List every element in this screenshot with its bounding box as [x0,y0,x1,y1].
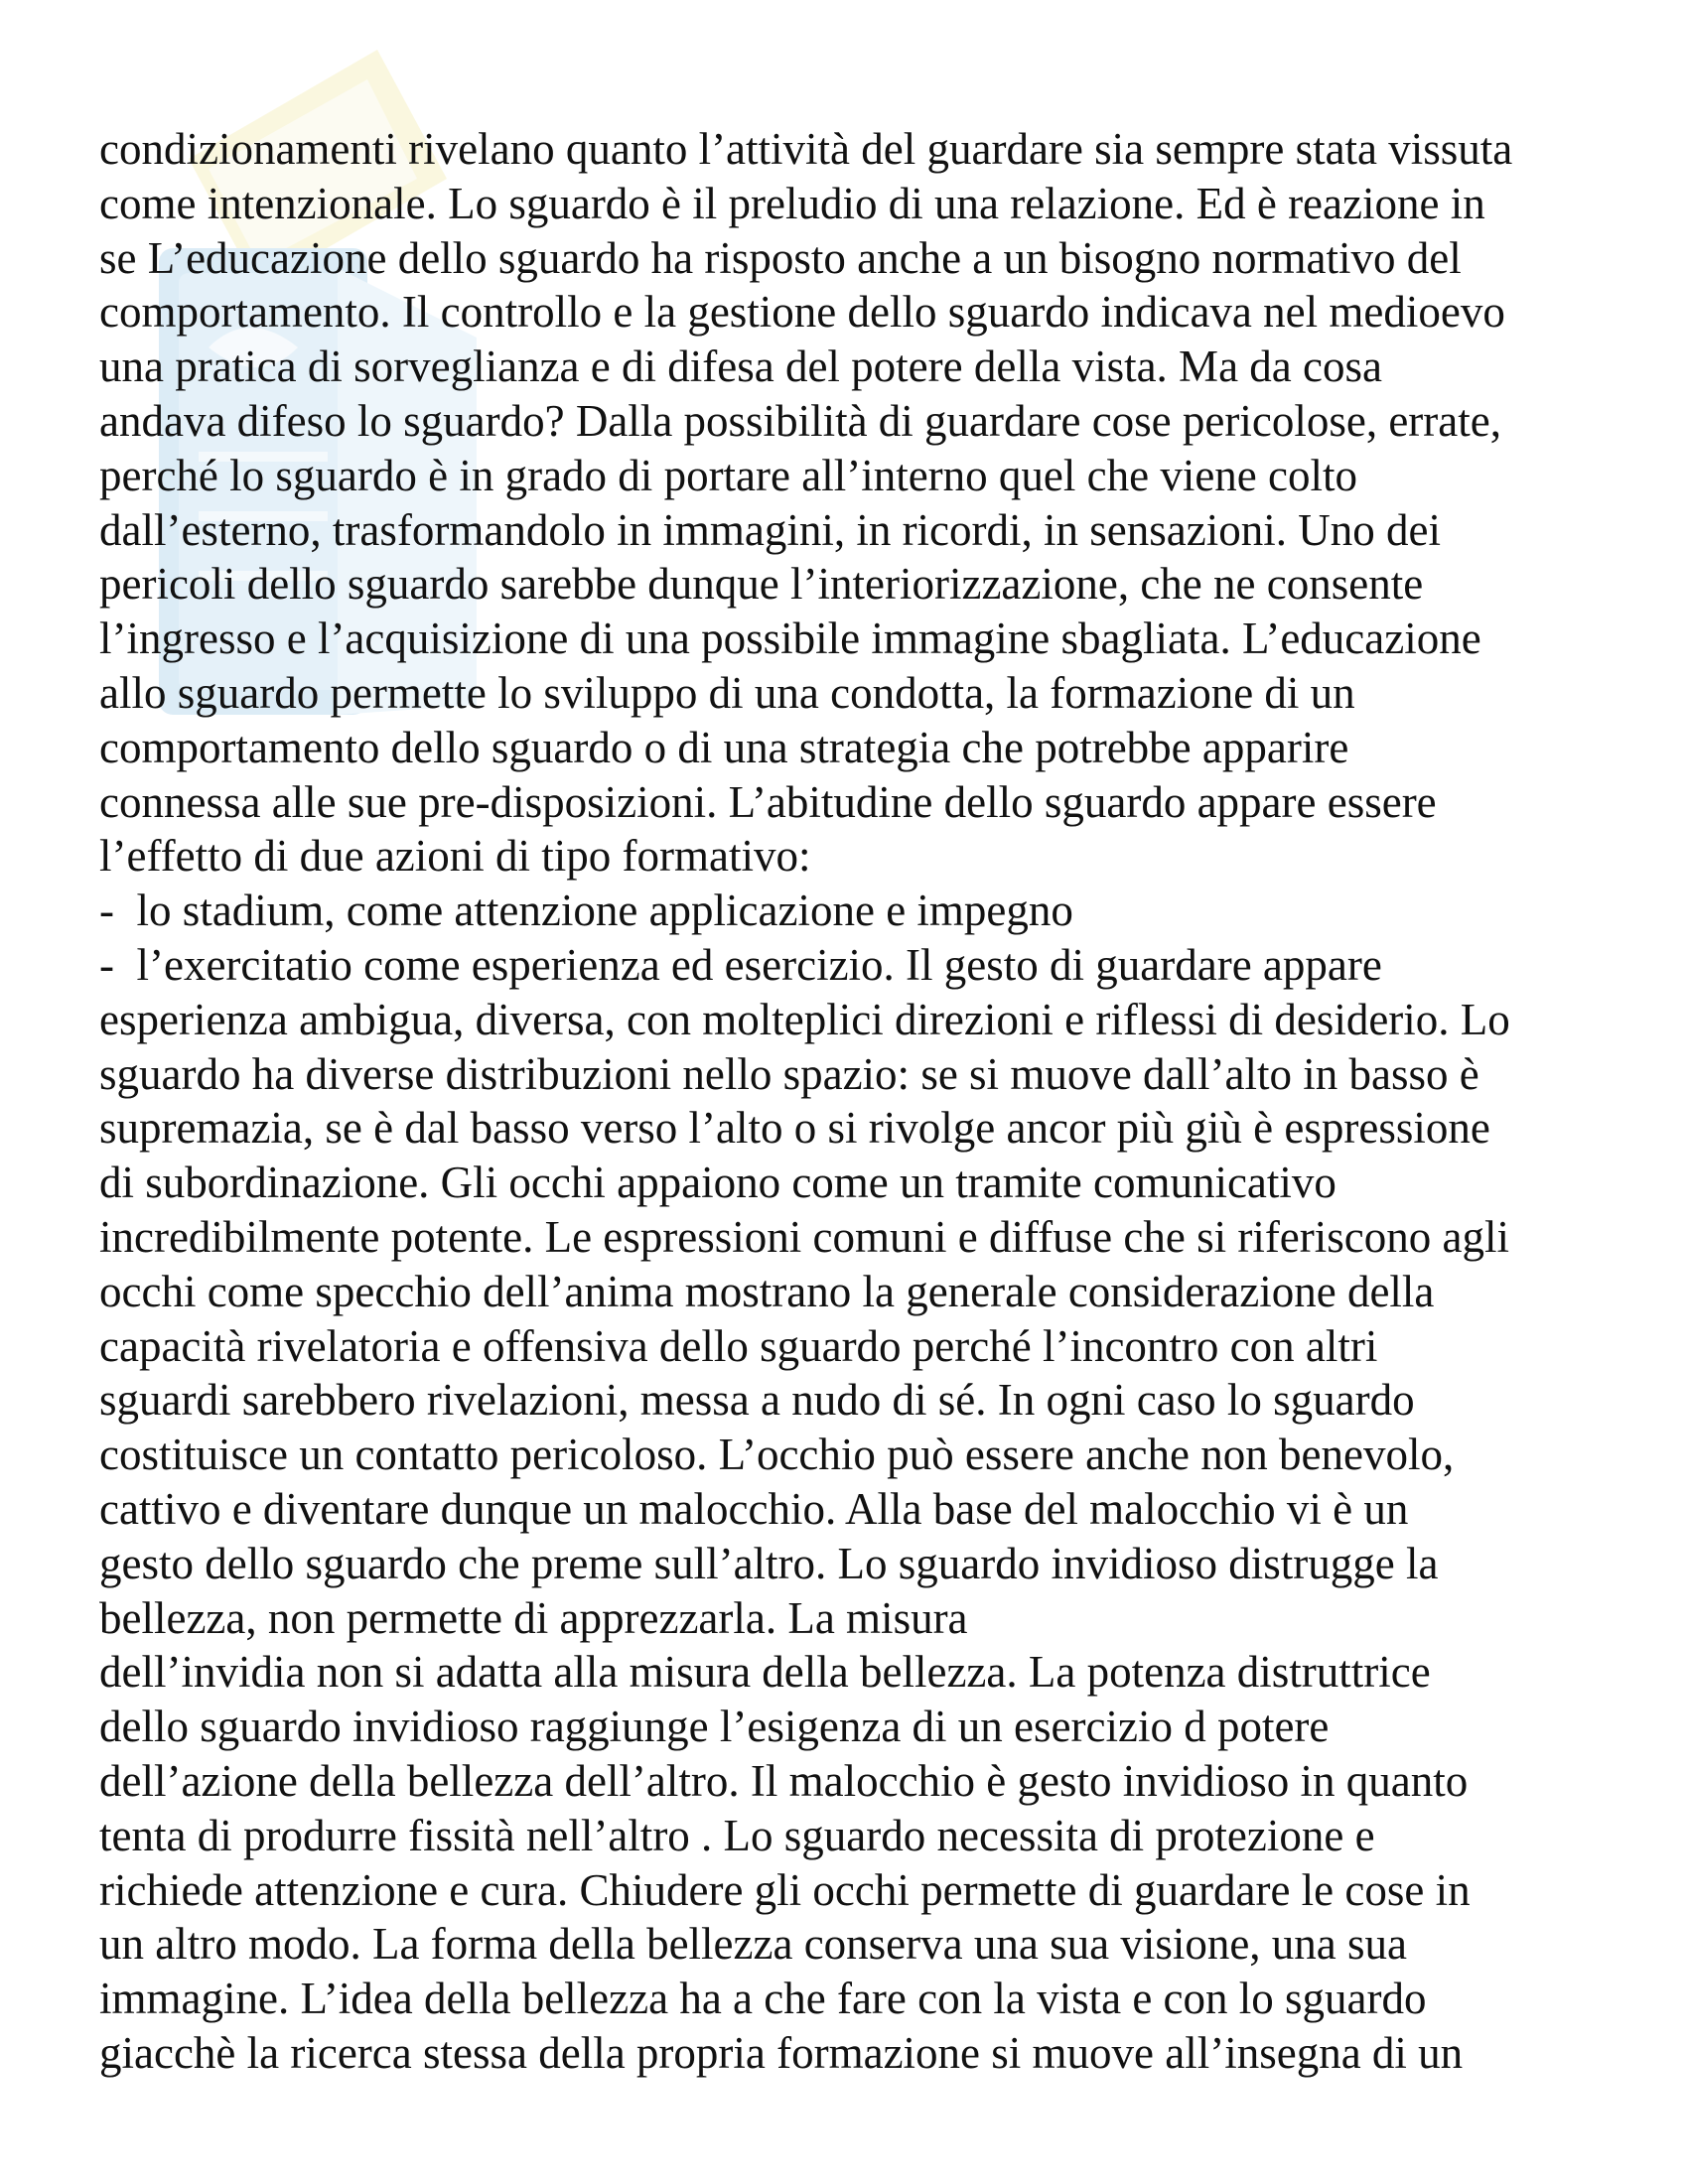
text-line: gesto dello sguardo che preme sull’altro. Lo sguardo invidioso distrugge la [99,1538,1439,1588]
text-line: perché lo sguardo è in grado di portare all’interno quel che viene colto [99,450,1358,500]
text-line: di subordinazione. Gli occhi appaiono come un tramite comunicativo [99,1158,1336,1208]
text-line: richiede attenzione e cura. Chiudere gli occhi permette di guardare le cose in [99,1864,1471,1915]
text-line: supremazia, se è dal basso verso l’alto o si rivolge ancor più giù è espressione [99,1103,1490,1154]
text-line: l’ingresso e l’acquisizione di una possibile immagine sbagliata. L’educazione [99,614,1481,664]
text-line: allo sguardo permette lo sviluppo di una condotta, la formazione di un [99,667,1355,718]
text-line: tenta di produrre fissità nell’altro . Lo sguardo necessita di protezione e [99,1810,1375,1860]
text-line: un altro modo. La forma della bellezza conserva una sua visione, una sua [99,1919,1408,1970]
text-line: immagine. L’idea della bellezza ha a che fare con la vista e con lo sguardo [99,1974,1427,2024]
text-line: come intenzionale. Lo sguardo è il preludio di una relazione. Ed è reazione in [99,178,1485,228]
text-line: costituisce un contatto pericoloso. L’occhio può essere anche non benevolo, [99,1430,1455,1480]
text-line: esperienza ambigua, diversa, con molteplici direzioni e riflessi di desiderio. Lo [99,994,1510,1044]
text-line: andava difeso lo sguardo? Dalla possibilità di guardare cose pericolose, errate, [99,395,1501,446]
list-item: - lo stadium, come attenzione applicazione e impegno [99,886,1073,936]
text-line: pericoli dello sguardo sarebbe dunque l’interiorizzazione, che ne consente [99,559,1424,610]
text-line: l’effetto di due azioni di tipo formativo: [99,831,811,882]
text-line: comportamento. Il controllo e la gestione dello sguardo indicava nel medioevo [99,287,1505,338]
text-line: occhi come specchio dell’anima mostrano la generale considerazione della [99,1266,1435,1316]
text-line: giacchè la ricerca stessa della propria formazione si muove all’insegna di un [99,2027,1464,2078]
text-line: dell’invidia non si adatta alla misura della bellezza. La potenza distruttrice [99,1647,1431,1698]
text-line: bellezza, non permette di apprezzarla. La misura [99,1592,968,1643]
text-line: dell’azione della bellezza dell’altro. Il malocchio è gesto invidioso in quanto [99,1755,1469,1806]
text-line: sguardo ha diverse distribuzioni nello spazio: se si muove dall’alto in basso è [99,1048,1479,1099]
text-line: una pratica di sorveglianza e di difesa del potere della vista. Ma da cosa [99,341,1382,392]
list-item: - l’exercitatio come esperienza ed esercizio. Il gesto di guardare appare [99,939,1382,990]
text-line: capacità rivelatoria e offensiva dello sguardo perché l’incontro con altri [99,1320,1378,1371]
text-line: connessa alle sue pre-disposizioni. L’abitudine dello sguardo appare essere [99,776,1437,827]
text-line: dello sguardo invidioso raggiunge l’esigenza di un esercizio d potere [99,1702,1330,1752]
document-body [99,122,1628,2081]
text-line: comportamento dello sguardo o di una strategia che potrebbe apparire [99,722,1349,772]
text-line: incredibilmente potente. Le espressioni comuni e diffuse che si riferiscono agli [99,1211,1509,1262]
text-line: cattivo e diventare dunque un malocchio. Alla base del malocchio vi è un [99,1483,1409,1534]
text-line: sguardi sarebbero rivelazioni, messa a nudo di sé. In ogni caso lo sguardo [99,1375,1415,1426]
text-line: condizionamenti rivelano quanto l’attività del guardare sia sempre stata vissuta [99,124,1513,174]
text-line: dall’esterno, trasformandolo in immagini, in ricordi, in sensazioni. Uno dei [99,504,1441,555]
text-line: se L’educazione dello sguardo ha risposto anche a un bisogno normativo del [99,232,1462,283]
